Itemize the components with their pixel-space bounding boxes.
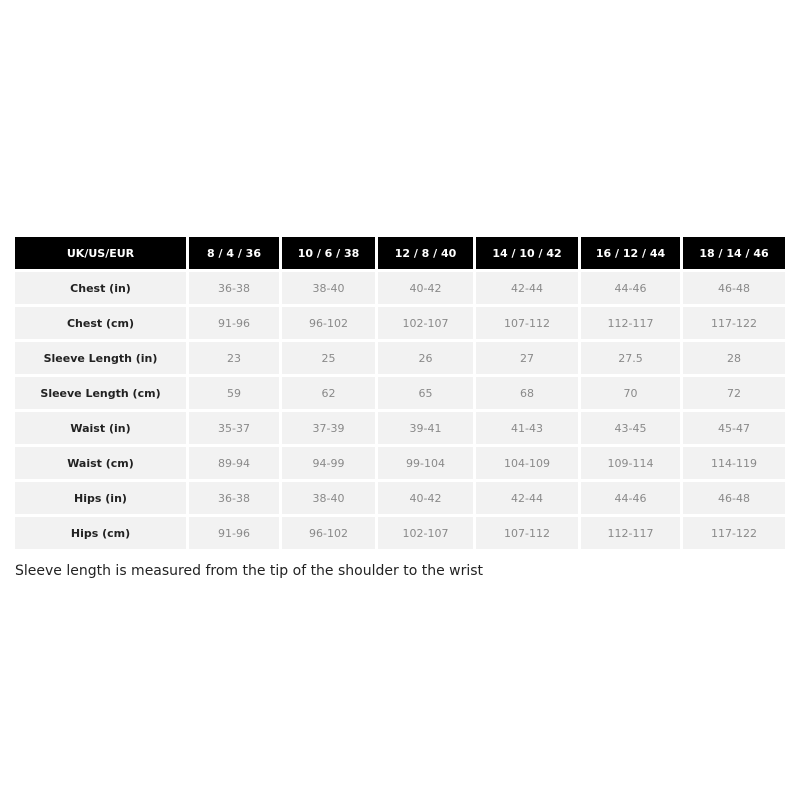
row-label: Hips (cm)	[15, 517, 186, 549]
row-label: Chest (in)	[15, 272, 186, 304]
table-cell: 27	[476, 342, 578, 374]
table-row-sleeve-cm	[15, 377, 785, 409]
table-cell: 41-43	[476, 412, 578, 444]
table-cell: 44-46	[581, 272, 680, 304]
table-cell: 107-112	[476, 307, 578, 339]
table-cell: 104-109	[476, 447, 578, 479]
header-cell-size: 8 / 4 / 36	[189, 237, 279, 269]
table-row-chest-cm	[15, 307, 785, 339]
table-row-waist-in	[15, 412, 785, 444]
table-cell: 62	[282, 377, 375, 409]
header-cell-size: 16 / 12 / 44	[581, 237, 680, 269]
row-label: Waist (in)	[15, 412, 186, 444]
table-cell: 114-119	[683, 447, 785, 479]
table-cell: 26	[378, 342, 473, 374]
table-cell: 36-38	[189, 482, 279, 514]
row-label: Hips (in)	[15, 482, 186, 514]
table-cell: 96-102	[282, 517, 375, 549]
table-cell: 39-41	[378, 412, 473, 444]
table-cell: 27.5	[581, 342, 680, 374]
table-cell: 112-117	[581, 517, 680, 549]
table-cell: 68	[476, 377, 578, 409]
table-cell: 23	[189, 342, 279, 374]
header-row	[15, 237, 785, 269]
table-row-waist-cm	[15, 447, 785, 479]
table-cell: 89-94	[189, 447, 279, 479]
table-cell: 59	[189, 377, 279, 409]
table-cell: 117-122	[683, 517, 785, 549]
table-cell: 91-96	[189, 517, 279, 549]
table-cell: 38-40	[282, 272, 375, 304]
table-cell: 38-40	[282, 482, 375, 514]
table-cell: 102-107	[378, 307, 473, 339]
table-cell: 102-107	[378, 517, 473, 549]
header-cell-size: 18 / 14 / 46	[683, 237, 785, 269]
table-cell: 117-122	[683, 307, 785, 339]
row-label: Sleeve Length (cm)	[15, 377, 186, 409]
table-cell: 46-48	[683, 482, 785, 514]
table-cell: 109-114	[581, 447, 680, 479]
table-cell: 46-48	[683, 272, 785, 304]
table-cell: 107-112	[476, 517, 578, 549]
header-cell-size-system: UK/US/EUR	[15, 237, 186, 269]
row-label: Waist (cm)	[15, 447, 186, 479]
table-cell: 91-96	[189, 307, 279, 339]
table-cell: 36-38	[189, 272, 279, 304]
header-cell-size: 12 / 8 / 40	[378, 237, 473, 269]
sleeve-length-note: Sleeve length is measured from the tip of the shoulder to the wrist	[15, 563, 484, 579]
table-cell: 44-46	[581, 482, 680, 514]
table-cell: 96-102	[282, 307, 375, 339]
table-cell: 72	[683, 377, 785, 409]
table-cell: 112-117	[581, 307, 680, 339]
table-cell: 40-42	[378, 482, 473, 514]
row-label: Chest (cm)	[15, 307, 186, 339]
table-cell: 40-42	[378, 272, 473, 304]
table-cell: 94-99	[282, 447, 375, 479]
table-row-chest-in	[15, 272, 785, 304]
table-cell: 37-39	[282, 412, 375, 444]
table-cell: 25	[282, 342, 375, 374]
table-cell: 42-44	[476, 482, 578, 514]
table-cell: 35-37	[189, 412, 279, 444]
table-row-sleeve-in	[15, 342, 785, 374]
row-label: Sleeve Length (in)	[15, 342, 186, 374]
size-chart-table	[12, 234, 788, 552]
table-cell: 42-44	[476, 272, 578, 304]
table-cell: 45-47	[683, 412, 785, 444]
table-cell: 70	[581, 377, 680, 409]
header-cell-size: 10 / 6 / 38	[282, 237, 375, 269]
table-row-hips-cm	[15, 517, 785, 549]
table-cell: 28	[683, 342, 785, 374]
table-cell: 65	[378, 377, 473, 409]
header-cell-size: 14 / 10 / 42	[476, 237, 578, 269]
table-row-hips-in	[15, 482, 785, 514]
table-cell: 43-45	[581, 412, 680, 444]
table-cell: 99-104	[378, 447, 473, 479]
